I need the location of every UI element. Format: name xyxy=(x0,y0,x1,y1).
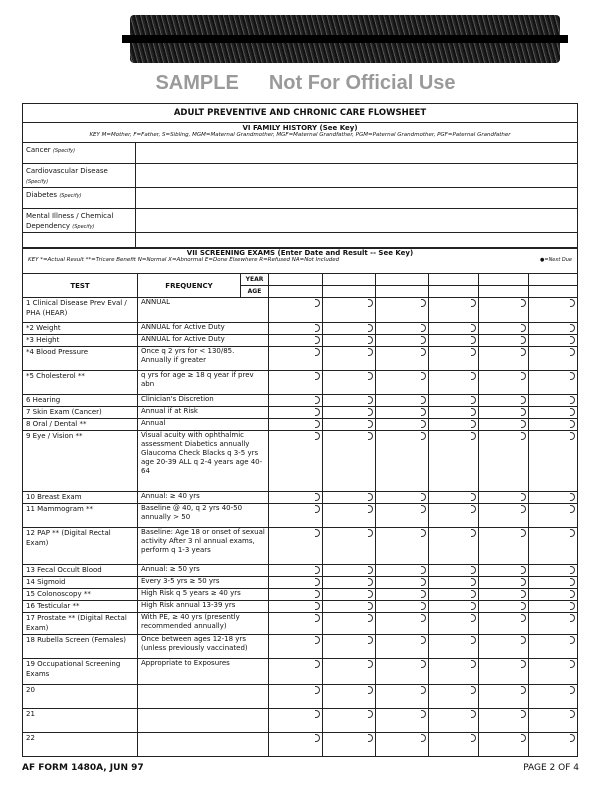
screening-row xyxy=(23,492,578,504)
result-cell[interactable] xyxy=(323,371,376,395)
result-cell[interactable] xyxy=(429,335,479,347)
result-cell[interactable] xyxy=(269,335,323,347)
screening-row xyxy=(23,528,578,565)
result-cell[interactable] xyxy=(429,685,479,709)
result-cell[interactable] xyxy=(479,613,529,635)
test-frequency: Clinician's Discretion xyxy=(138,395,269,407)
result-cell[interactable] xyxy=(479,492,529,504)
age-cell[interactable] xyxy=(429,286,479,298)
result-cell[interactable] xyxy=(479,431,529,492)
result-cell[interactable] xyxy=(479,659,529,685)
result-cell[interactable] xyxy=(479,733,529,757)
family-history-entry[interactable] xyxy=(136,143,578,164)
test-name: 19 Occupational Screening Exams xyxy=(23,659,138,685)
condition-label: Mental Illness / Chemical Dependency xyxy=(26,212,114,230)
test-name: 20 xyxy=(23,685,138,709)
result-cell[interactable] xyxy=(269,613,323,635)
result-cell[interactable] xyxy=(479,565,529,577)
result-cell[interactable] xyxy=(429,601,479,613)
result-cell[interactable] xyxy=(376,565,429,577)
test-frequency: Appropriate to Exposures xyxy=(138,659,269,685)
result-cell[interactable] xyxy=(529,565,578,577)
test-name: 13 Fecal Occult Blood xyxy=(23,565,138,577)
result-cell[interactable] xyxy=(429,635,479,659)
result-cell[interactable] xyxy=(529,347,578,371)
test-name: *5 Cholesterol ** xyxy=(23,371,138,395)
result-cell[interactable] xyxy=(323,323,376,335)
condition-label: Diabetes xyxy=(26,191,58,199)
footer xyxy=(22,763,579,773)
result-cell[interactable] xyxy=(529,635,578,659)
result-cell[interactable] xyxy=(479,601,529,613)
test-name: 11 Mammogram ** xyxy=(23,504,138,528)
result-cell[interactable] xyxy=(376,601,429,613)
screening-row xyxy=(23,298,578,323)
form-title: ADULT PREVENTIVE AND CHRONIC CARE FLOWSHEET xyxy=(23,104,578,123)
result-cell[interactable] xyxy=(529,709,578,733)
test-name: *3 Height xyxy=(23,335,138,347)
screening-row xyxy=(23,395,578,407)
test-name: 6 Hearing xyxy=(23,395,138,407)
result-cell[interactable] xyxy=(529,335,578,347)
result-cell[interactable] xyxy=(529,613,578,635)
result-cell[interactable] xyxy=(529,577,578,589)
screening-row xyxy=(23,659,578,685)
result-cell[interactable] xyxy=(529,685,578,709)
year-cell[interactable] xyxy=(323,274,376,286)
family-history-entry[interactable] xyxy=(136,188,578,209)
screening-row xyxy=(23,565,578,577)
screening-row xyxy=(23,504,578,528)
screening-row xyxy=(23,577,578,589)
result-cell[interactable] xyxy=(269,528,323,565)
result-cell[interactable] xyxy=(429,492,479,504)
result-cell[interactable] xyxy=(479,323,529,335)
test-name: 12 PAP ** (Digital Rectal Exam) xyxy=(23,528,138,565)
result-cell[interactable] xyxy=(269,371,323,395)
year-cell[interactable] xyxy=(269,274,323,286)
result-cell[interactable] xyxy=(429,323,479,335)
test-name: 17 Prostate ** (Digital Rectal Exam) xyxy=(23,613,138,635)
result-cell[interactable] xyxy=(323,298,376,323)
result-cell[interactable] xyxy=(269,659,323,685)
result-cell[interactable] xyxy=(323,565,376,577)
result-cell[interactable] xyxy=(376,492,429,504)
test-name: 22 xyxy=(23,733,138,757)
result-cell[interactable] xyxy=(376,298,429,323)
result-cell[interactable] xyxy=(529,371,578,395)
test-name: *4 Blood Pressure xyxy=(23,347,138,371)
family-history-label xyxy=(23,233,136,248)
result-cell[interactable] xyxy=(376,407,429,419)
result-cell[interactable] xyxy=(479,504,529,528)
result-cell[interactable] xyxy=(376,431,429,492)
result-cell[interactable] xyxy=(529,419,578,431)
result-cell[interactable] xyxy=(529,601,578,613)
result-cell[interactable] xyxy=(376,659,429,685)
result-cell[interactable] xyxy=(376,347,429,371)
result-cell[interactable] xyxy=(429,431,479,492)
result-cell[interactable] xyxy=(529,323,578,335)
result-cell[interactable] xyxy=(269,589,323,601)
result-cell[interactable] xyxy=(376,577,429,589)
result-cell[interactable] xyxy=(376,733,429,757)
family-history-label xyxy=(23,188,136,209)
result-cell[interactable] xyxy=(479,335,529,347)
result-cell[interactable] xyxy=(529,395,578,407)
result-cell[interactable] xyxy=(269,601,323,613)
result-cell[interactable] xyxy=(479,635,529,659)
result-cell[interactable] xyxy=(269,733,323,757)
result-cell[interactable] xyxy=(429,347,479,371)
watermark xyxy=(22,63,589,103)
form-id: AF FORM 1480A, JUN 97 xyxy=(22,763,144,773)
year-cell[interactable] xyxy=(479,274,529,286)
specify-note: (Specify) xyxy=(59,193,82,199)
result-cell[interactable] xyxy=(429,659,479,685)
year-cell[interactable] xyxy=(529,274,578,286)
test-name: 9 Eye / Vision ** xyxy=(23,431,138,492)
result-cell[interactable] xyxy=(376,709,429,733)
screening-table xyxy=(22,248,578,757)
watermark-not-official: Not For Official Use xyxy=(268,71,456,94)
result-cell[interactable] xyxy=(323,419,376,431)
family-history-key: KEY M=Mother, F=Father, S=Sibling, MGM=Maternal Grandmother, MGF=Maternal Grandfather, PGM=Paternal Grandmother, PGF=Paternal Grandfather xyxy=(89,132,511,138)
col-test: TEST xyxy=(23,274,138,298)
result-cell[interactable] xyxy=(323,601,376,613)
test-name: 21 xyxy=(23,709,138,733)
test-frequency: Annual: ≥ 40 yrs xyxy=(138,492,269,504)
test-name: 7 Skin Exam (Cancer) xyxy=(23,407,138,419)
page-number: PAGE 2 OF 4 xyxy=(523,763,579,773)
test-frequency xyxy=(138,709,269,733)
age-cell[interactable] xyxy=(269,286,323,298)
test-name: 14 Sigmoid xyxy=(23,577,138,589)
result-cell[interactable] xyxy=(323,635,376,659)
result-cell[interactable] xyxy=(269,635,323,659)
result-cell[interactable] xyxy=(376,635,429,659)
year-cell[interactable] xyxy=(376,274,429,286)
header-stamp-graphic xyxy=(130,15,560,63)
result-cell[interactable] xyxy=(376,419,429,431)
result-cell[interactable] xyxy=(429,733,479,757)
result-cell[interactable] xyxy=(323,659,376,685)
test-frequency: Annual xyxy=(138,419,269,431)
condition-label: Cancer xyxy=(26,146,51,154)
result-cell[interactable] xyxy=(376,395,429,407)
result-cell[interactable] xyxy=(376,589,429,601)
screening-row xyxy=(23,709,578,733)
result-cell[interactable] xyxy=(429,298,479,323)
age-cell[interactable] xyxy=(529,286,578,298)
result-cell[interactable] xyxy=(529,528,578,565)
result-cell[interactable] xyxy=(429,709,479,733)
family-history-heading: VI FAMILY HISTORY (See Key) xyxy=(242,124,358,132)
specify-note: (Specify) xyxy=(72,224,95,230)
result-cell[interactable] xyxy=(529,431,578,492)
test-frequency: Once q 2 yrs for < 130/85. Annually if greater xyxy=(138,347,269,371)
result-cell[interactable] xyxy=(269,492,323,504)
result-cell[interactable] xyxy=(376,685,429,709)
test-frequency: Once between ages 12-18 yrs (unless previously vaccinated) xyxy=(138,635,269,659)
screening-row xyxy=(23,733,578,757)
result-cell[interactable] xyxy=(323,395,376,407)
screening-heading: VII SCREENING EXAMS (Enter Date and Result -- See Key) xyxy=(186,249,414,257)
screening-row xyxy=(23,407,578,419)
result-cell[interactable] xyxy=(429,528,479,565)
family-history-table xyxy=(22,103,578,248)
test-frequency: ANNUAL for Active Duty xyxy=(138,335,269,347)
result-cell[interactable] xyxy=(323,733,376,757)
result-cell[interactable] xyxy=(429,565,479,577)
screening-row xyxy=(23,371,578,395)
result-cell[interactable] xyxy=(323,504,376,528)
result-cell[interactable] xyxy=(429,613,479,635)
result-cell[interactable] xyxy=(269,323,323,335)
family-history-entry[interactable] xyxy=(136,209,578,233)
age-cell[interactable] xyxy=(323,286,376,298)
test-name: 15 Colonoscopy ** xyxy=(23,589,138,601)
screening-key: KEY *=Actual Result **=Tricare Benefit N=Normal X=Abnormal E=Done Elsewhere R=Refused NA=Not Included xyxy=(28,257,340,263)
test-frequency: ANNUAL for Active Duty xyxy=(138,323,269,335)
family-history-row xyxy=(23,209,578,233)
test-name: 10 Breast Exam xyxy=(23,492,138,504)
result-cell[interactable] xyxy=(376,504,429,528)
test-frequency: With PE, ≥ 40 yrs (presently recommended annually) xyxy=(138,613,269,635)
result-cell[interactable] xyxy=(479,528,529,565)
result-cell[interactable] xyxy=(323,528,376,565)
age-cell[interactable] xyxy=(479,286,529,298)
test-name: 1 Clinical Disease Prev Eval / PHA (HEAR) xyxy=(23,298,138,323)
condition-label: Cardiovascular Disease xyxy=(26,167,108,175)
result-cell[interactable] xyxy=(529,733,578,757)
result-cell[interactable] xyxy=(323,709,376,733)
result-cell[interactable] xyxy=(429,589,479,601)
family-history-entry[interactable] xyxy=(136,164,578,188)
result-cell[interactable] xyxy=(479,395,529,407)
screening-row xyxy=(23,431,578,492)
result-cell[interactable] xyxy=(323,613,376,635)
result-cell[interactable] xyxy=(529,407,578,419)
result-cell[interactable] xyxy=(479,709,529,733)
result-cell[interactable] xyxy=(479,407,529,419)
result-cell[interactable] xyxy=(269,504,323,528)
screening-row xyxy=(23,589,578,601)
result-cell[interactable] xyxy=(323,347,376,371)
test-frequency: Annual: ≥ 50 yrs xyxy=(138,565,269,577)
test-frequency: Visual acuity with ophthalmic assessment Diabetics annually Glaucoma Check Blacks q 3-5 yrs age 20-39 ALL q 2-4 years age 40-64 xyxy=(138,431,269,492)
result-cell[interactable] xyxy=(376,323,429,335)
next-due-legend: ●=Next Due xyxy=(540,257,572,263)
family-history-label xyxy=(23,209,136,233)
result-cell[interactable] xyxy=(429,504,479,528)
specify-note: (Specify) xyxy=(26,179,49,185)
family-history-row xyxy=(23,164,578,188)
family-history-row xyxy=(23,233,578,248)
result-cell[interactable] xyxy=(529,492,578,504)
screening-row xyxy=(23,335,578,347)
result-cell[interactable] xyxy=(429,577,479,589)
result-cell[interactable] xyxy=(429,407,479,419)
screening-row xyxy=(23,635,578,659)
screening-row xyxy=(23,419,578,431)
result-cell[interactable] xyxy=(269,395,323,407)
result-cell[interactable] xyxy=(479,347,529,371)
col-age: AGE xyxy=(241,286,269,298)
result-cell[interactable] xyxy=(479,298,529,323)
family-history-row xyxy=(23,143,578,164)
result-cell[interactable] xyxy=(269,419,323,431)
test-name: 8 Oral / Dental ** xyxy=(23,419,138,431)
result-cell[interactable] xyxy=(429,395,479,407)
result-cell[interactable] xyxy=(529,504,578,528)
test-frequency: Annual if at Risk xyxy=(138,407,269,419)
test-frequency: Baseline @ 40, q 2 yrs 40-50 annually > 50 xyxy=(138,504,269,528)
result-cell[interactable] xyxy=(529,589,578,601)
result-cell[interactable] xyxy=(269,431,323,492)
result-cell[interactable] xyxy=(479,685,529,709)
test-frequency xyxy=(138,685,269,709)
test-name: 18 Rubella Screen (Females) xyxy=(23,635,138,659)
result-cell[interactable] xyxy=(269,407,323,419)
result-cell[interactable] xyxy=(323,685,376,709)
result-cell[interactable] xyxy=(529,659,578,685)
result-cell[interactable] xyxy=(323,335,376,347)
screening-row xyxy=(23,685,578,709)
watermark-sample: SAMPLE xyxy=(155,71,239,94)
test-frequency: Baseline: Age 18 or onset of sexual activity After 3 nl annual exams, perform q 1-3 years xyxy=(138,528,269,565)
result-cell[interactable] xyxy=(269,565,323,577)
family-history-label xyxy=(23,143,136,164)
result-cell[interactable] xyxy=(376,528,429,565)
result-cell[interactable] xyxy=(479,577,529,589)
screening-row xyxy=(23,347,578,371)
specify-note: (Specify) xyxy=(52,148,76,154)
result-cell[interactable] xyxy=(323,492,376,504)
test-name: *2 Weight xyxy=(23,323,138,335)
screening-row xyxy=(23,613,578,635)
result-cell[interactable] xyxy=(479,419,529,431)
col-year: YEAR xyxy=(241,274,269,286)
screening-row xyxy=(23,323,578,335)
result-cell[interactable] xyxy=(376,335,429,347)
age-cell[interactable] xyxy=(376,286,429,298)
result-cell[interactable] xyxy=(323,431,376,492)
result-cell[interactable] xyxy=(323,589,376,601)
test-frequency: High Risk q 5 years ≥ 40 yrs xyxy=(138,589,269,601)
result-cell[interactable] xyxy=(376,613,429,635)
test-frequency: q yrs for age ≥ 18 q year if prev abn xyxy=(138,371,269,395)
result-cell[interactable] xyxy=(323,577,376,589)
family-history-row xyxy=(23,188,578,209)
result-cell[interactable] xyxy=(479,371,529,395)
test-frequency xyxy=(138,733,269,757)
screening-row xyxy=(23,601,578,613)
test-frequency: High Risk annual 13-39 yrs xyxy=(138,601,269,613)
test-name: 16 Testicular ** xyxy=(23,601,138,613)
test-frequency: ANNUAL xyxy=(138,298,269,323)
result-cell[interactable] xyxy=(479,589,529,601)
result-cell[interactable] xyxy=(269,685,323,709)
col-frequency: FREQUENCY xyxy=(138,274,241,298)
family-history-entry[interactable] xyxy=(136,233,578,248)
result-cell[interactable] xyxy=(269,709,323,733)
test-frequency: Every 3-5 yrs ≥ 50 yrs xyxy=(138,577,269,589)
result-cell[interactable] xyxy=(269,577,323,589)
result-cell[interactable] xyxy=(323,407,376,419)
result-cell[interactable] xyxy=(376,371,429,395)
result-cell[interactable] xyxy=(429,419,479,431)
result-cell[interactable] xyxy=(269,347,323,371)
result-cell[interactable] xyxy=(429,371,479,395)
year-cell[interactable] xyxy=(429,274,479,286)
result-cell[interactable] xyxy=(269,298,323,323)
result-cell[interactable] xyxy=(529,298,578,323)
family-history-label xyxy=(23,164,136,188)
